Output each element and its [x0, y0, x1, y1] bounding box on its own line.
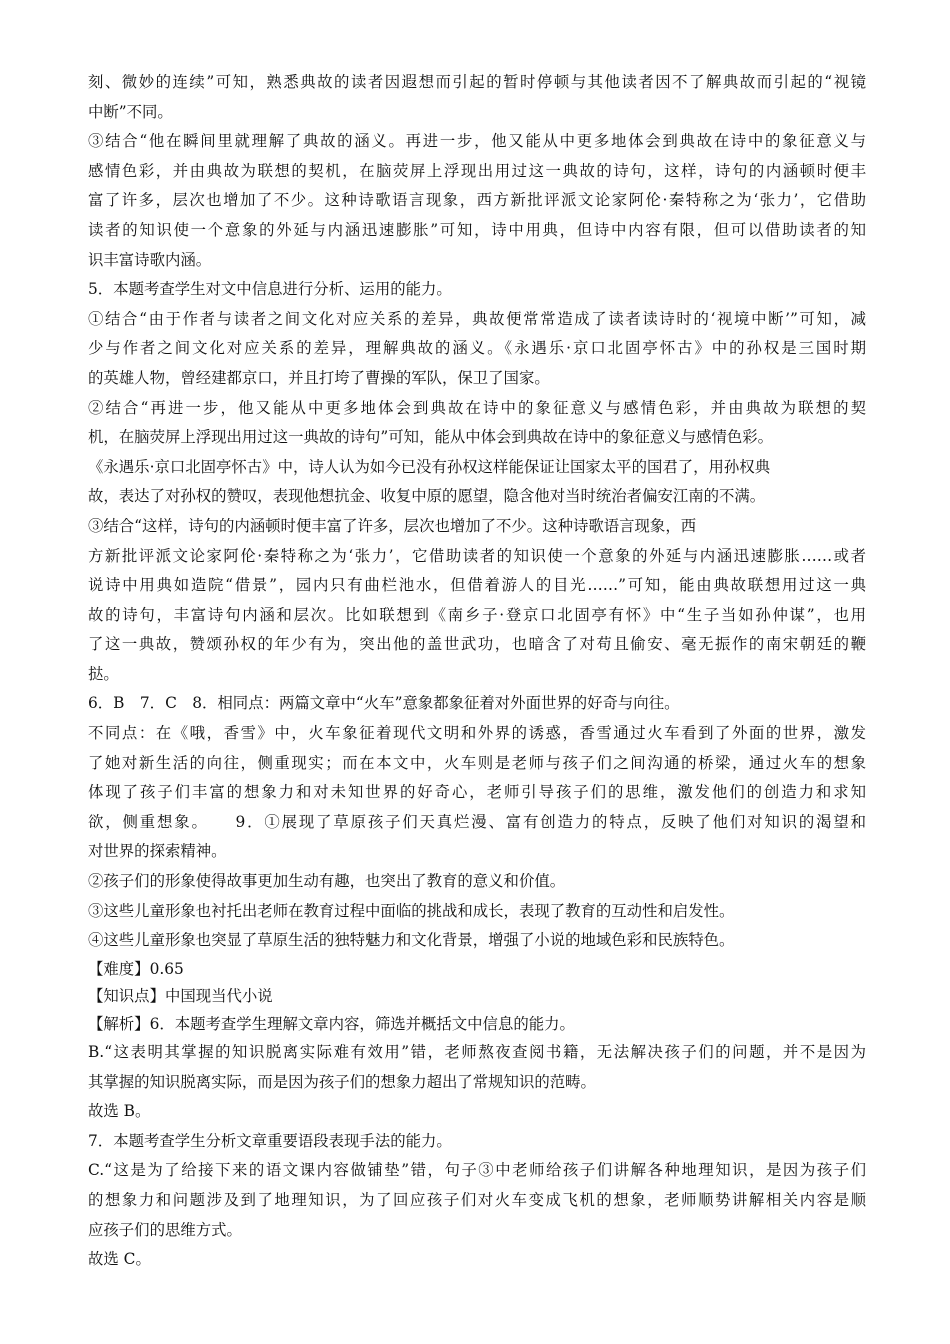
knowledge-point-label: 【知识点】中国现当代小说	[88, 987, 273, 1006]
answer-analysis-document	[88, 68, 866, 1275]
text-line: 挞。	[88, 664, 119, 683]
answer-choice-line: 故选 C。	[88, 1250, 151, 1269]
answer-choice-line: 故选 B。	[88, 1102, 151, 1121]
analysis-label: 【解析】6．本题考查学生理解文章内容，筛选并概括文中信息的能力。	[88, 1014, 575, 1033]
text-line: 其掌握的知识脱离实际，而是因为孩子们的想象力超出了常规知识的范畴。	[88, 1072, 596, 1091]
text-line: 方新批评派文论家阿伦·秦特称之为‘张力’，它借助读者的知识使一个意象的外延与内涵迅速膨胀……或者	[88, 546, 866, 565]
text-line: 了她对新生活的向往，侧重现实；而在本文中，火车则是老师与孩子们之间沟通的桥梁，通过火车的想象	[88, 753, 866, 772]
text-line: 欲，侧重想象。 9．①展现了草原孩子们天真烂漫、富有创造力的特点，反映了他们对知识的渴望和	[88, 812, 866, 831]
text-line: 故的诗句，丰富诗句内涵和层次。比如联想到《南乡子·登京口北固亭有怀》中“生子当如孙仲谋”，也用	[88, 605, 866, 624]
text-line: ③这些儿童形象也衬托出老师在教育过程中面临的挑战和成长，表现了教育的互动性和启发性。	[88, 901, 735, 920]
text-line: 了这一典故，赞颂孙权的年少有为，突出他的盖世武功，也暗含了对苟且偷安、毫无振作的南宋朝廷的鞭	[88, 635, 866, 654]
text-line: 刻、微妙的连续”可知，熟悉典故的读者因遐想而引起的暂时停顿与其他读者因不了解典故而引起的“视镜	[88, 73, 866, 91]
text-line: 读者的知识使一个意象的外延与内涵迅速膨胀”可知，诗中用典，但诗中内容有限，但可以借助读者的知	[88, 220, 866, 239]
text-line: B.“这表明其掌握的知识脱离实际难有效用”错，老师熬夜查阅书籍，无法解决孩子们的问题，并不是因为	[88, 1042, 866, 1061]
text-line: C.“这是为了给接下来的语文课内容做铺垫”错，句子③中老师给孩子们讲解各种地理知识，是因为孩子们	[88, 1161, 866, 1180]
question-heading: 5．本题考查学生对文中信息进行分析、运用的能力。	[88, 280, 452, 299]
text-line: 的英雄人物，曾经建都京口，并且打垮了曹操的军队，保卫了国家。	[88, 368, 550, 387]
text-line: 富了许多，层次也增加了不少。这种诗歌语言现象，西方新批评派文论家阿伦·秦特称之为‘张力’，它借助	[88, 191, 866, 210]
text-line: ②结合“再进一步，他又能从中更多地体会到典故在诗中的象征意义与感情色彩，并由典故为联想的契	[88, 398, 866, 417]
text-line: 少与作者之间文化对应关系的差异，理解典故的涵义。《永遇乐·京口北固亭怀古》中的孙权是三国时期	[88, 339, 866, 358]
text-line: 感情色彩，并由典故为联想的契机，在脑荧屏上浮现出用过这一典故的诗句，这样，诗句的内涵顿时便丰	[88, 161, 866, 180]
question-heading: 7．本题考查学生分析文章重要语段表现手法的能力。	[88, 1131, 452, 1150]
text-line: 体现了孩子们丰富的想象力和对未知世界的好奇心，老师引导孩子们的思维，激发他们的创造力和求知	[88, 783, 866, 802]
text-line: 说诗中用典如造院“借景”，园内只有曲栏池水，但借着游人的目光……”可知，能由典故联想用过这一典	[88, 576, 866, 595]
answer-line: 6．B 7．C 8．相同点：两篇文章中“火车”意象都象征着对外面世界的好奇与向往。	[88, 694, 680, 713]
text-line: 《永遇乐·京口北固亭怀古》中，诗人认为如今已没有孙权这样能保证让国家太平的国君了，用孙权典	[88, 457, 771, 476]
text-line: ③结合“这样，诗句的内涵顿时便丰富了许多，层次也增加了不少。这种诗歌语言现象，西	[88, 516, 697, 535]
text-line: 识丰富诗歌内涵。	[88, 250, 212, 269]
text-line: 的想象力和问题涉及到了地理知识，为了回应孩子们对火车变成飞机的想象，老师顺势讲解相关内容是顺	[88, 1190, 866, 1209]
text-line: 应孩子们的思维方式。	[88, 1220, 242, 1239]
text-line: 不同点：在《哦，香雪》中，火车象征着现代文明和外界的诱惑，香雪通过火车看到了外面的世界，激发	[88, 724, 866, 743]
text-line: ①结合“由于作者与读者之间文化对应关系的差异，典故便常常造成了读者读诗时的‘视境中断’”可知，减	[88, 309, 866, 328]
difficulty-label: 【难度】0.65	[88, 959, 184, 978]
text-line: ④这些儿童形象也突显了草原生活的独特魅力和文化背景，增强了小说的地域色彩和民族特色。	[88, 931, 735, 950]
text-line: 中断”不同。	[88, 102, 173, 121]
text-line: 对世界的探索精神。	[88, 842, 227, 861]
text-line: 故，表达了对孙权的赞叹，表现他想抗金、收复中原的愿望，隐含他对当时统治者偏安江南的不满。	[88, 487, 766, 506]
text-line: 机，在脑荧屏上浮现出用过这一典故的诗句”可知，能从中体会到典故在诗中的象征意义与感情色彩。	[88, 428, 774, 447]
text-line: ③结合“他在瞬间里就理解了典故的涵义。再进一步，他又能从中更多地体会到典故在诗中的象征意义与	[88, 132, 866, 151]
text-line: ②孩子们的形象使得故事更加生动有趣，也突出了教育的意义和价值。	[88, 872, 566, 891]
